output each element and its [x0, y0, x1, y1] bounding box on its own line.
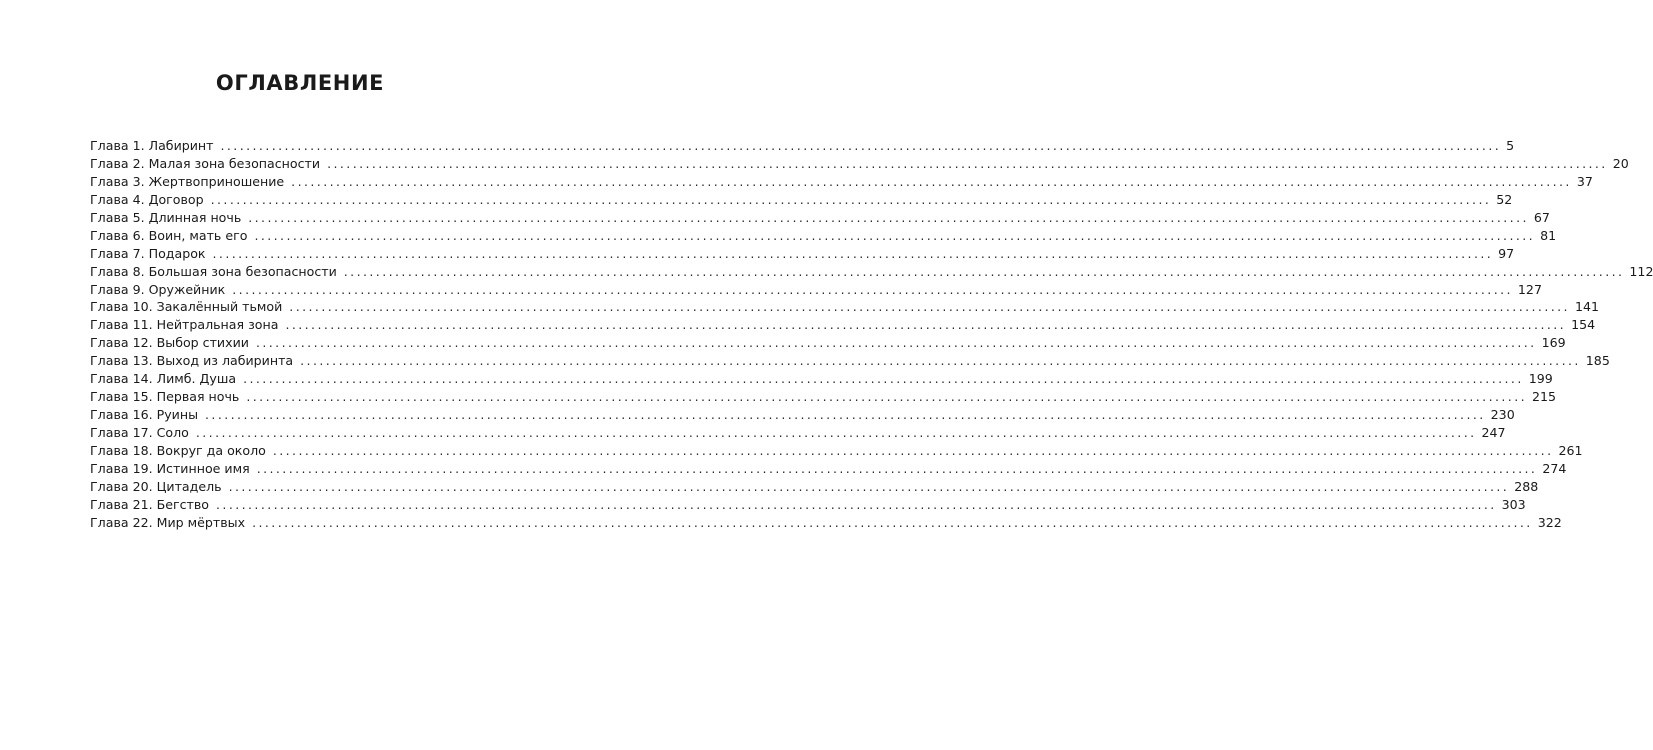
chapter-title: Глава 22. Мир мёртвых [90, 514, 246, 530]
chapter-title: Глава 8. Большая зона безопасности [90, 263, 337, 279]
chapter-title: Глава 10. Закалённый тьмой [90, 299, 283, 315]
page-number: 127 [1517, 281, 1542, 297]
chapter-title: Глава 16. Руины [90, 407, 199, 423]
dot-leader: ........................................................................................................................................................................................................ [195, 425, 1477, 440]
page-number: 20 [1612, 155, 1629, 171]
chapter-title: Глава 6. Воин, мать его [90, 227, 248, 243]
page-number: 322 [1537, 514, 1562, 530]
toc-entry [90, 173, 1593, 191]
chapter-title: Глава 15. Первая ночь [90, 389, 240, 405]
chapter-title: Глава 19. Истинное имя [90, 460, 250, 476]
toc-entry [90, 191, 1513, 209]
page-number: 230 [1490, 407, 1515, 423]
dot-leader: ........................................................................................................................................................................................................ [246, 389, 1527, 405]
dot-leader: ........................................................................................................................................................................................................ [243, 371, 1524, 387]
chapter-title: Глава 18. Вокруг да около [90, 442, 266, 458]
dot-leader: ........................................................................................................................................................................................................ [205, 407, 1486, 423]
toc-entry [90, 263, 1653, 281]
toc-entry [90, 298, 1599, 316]
dot-leader: ........................................................................................................................................................................................................ [285, 317, 1567, 333]
dot-leader: ........................................................................................................................................................................................................ [216, 496, 1497, 512]
toc-entry [90, 316, 1596, 334]
page-title: ОГЛАВЛЕНИЕ [215, 71, 385, 95]
page-number: 185 [1585, 353, 1610, 369]
page-number: 97 [1498, 245, 1515, 261]
dot-leader: ........................................................................................................................................................................................................ [248, 209, 1529, 225]
page-number: 81 [1540, 227, 1557, 243]
chapter-title: Глава 7. Подарок [90, 245, 206, 261]
toc-entry [90, 496, 1526, 514]
toc-entry [90, 209, 1550, 227]
page-number: 261 [1558, 442, 1583, 458]
chapter-title: Глава 5. Длинная ночь [90, 209, 242, 225]
page-number: 247 [1481, 425, 1506, 440]
page-number: 52 [1496, 191, 1513, 207]
chapter-title: Глава 3. Жертвоприношение [90, 173, 285, 189]
page-number: 141 [1574, 299, 1599, 315]
chapter-title: Глава 9. Оружейник [90, 281, 226, 297]
chapter-title: Глава 4. Договор [90, 191, 204, 207]
dot-leader: ........................................................................................................................................................................................................ [289, 299, 1570, 315]
page-number: 169 [1541, 335, 1566, 351]
toc-entry [90, 227, 1557, 245]
page-number: 67 [1533, 209, 1550, 225]
toc-entry [90, 478, 1539, 496]
toc-entry [90, 137, 1515, 155]
page-number: 288 [1514, 478, 1539, 494]
dot-leader: ........................................................................................................................................................................................................ [272, 442, 1554, 458]
toc-entry [90, 245, 1515, 263]
page-number: 199 [1528, 371, 1553, 387]
toc-entry [90, 388, 1557, 406]
chapter-title: Глава 17. Соло [90, 425, 189, 440]
toc-entry [90, 334, 1566, 352]
page-number: 154 [1571, 317, 1596, 333]
chapter-title: Глава 21. Бегство [90, 496, 210, 512]
chapter-title: Глава 14. Лимб. Душа [90, 371, 237, 387]
page-number: 37 [1576, 173, 1593, 189]
chapter-title: Глава 13. Выход из лабиринта [90, 353, 294, 369]
page-number: 5 [1506, 138, 1515, 153]
toc-entry [90, 514, 1562, 532]
dot-leader: ........................................................................................................................................................................................................ [300, 353, 1581, 369]
dot-leader: ........................................................................................................................................................................................................ [291, 173, 1572, 189]
dot-leader: ........................................................................................................................................................................................................ [254, 227, 1536, 243]
page-number: 215 [1532, 389, 1557, 405]
dot-leader: ........................................................................................................................................................................................................ [252, 514, 1533, 530]
dot-leader: ........................................................................................................................................................................................................ [212, 245, 1494, 261]
toc-entry [90, 442, 1583, 460]
chapter-title: Глава 2. Малая зона безопасности [90, 155, 321, 171]
toc-entry [90, 424, 1506, 442]
dot-leader: ........................................................................................................................................................................................................ [327, 155, 1608, 171]
dot-leader: ........................................................................................................................................................................................................ [228, 478, 1510, 494]
page-number: 274 [1542, 460, 1567, 476]
dot-leader: ........................................................................................................................................................................................................ [210, 191, 1492, 207]
dot-leader: ........................................................................................................................................................................................................ [220, 138, 1502, 153]
toc-entry [90, 155, 1629, 173]
chapter-title: Глава 1. Лабиринт [90, 138, 214, 153]
toc-entry [90, 460, 1567, 478]
chapter-title: Глава 12. Выбор стихии [90, 335, 249, 351]
dot-leader: ........................................................................................................................................................................................................ [256, 460, 1538, 476]
dot-leader: ........................................................................................................................................................................................................ [255, 335, 1537, 351]
toc-entry [90, 370, 1553, 388]
toc-entry [90, 406, 1515, 424]
page-number: 303 [1501, 496, 1526, 512]
chapter-title: Глава 11. Нейтральная зона [90, 317, 279, 333]
dot-leader: ........................................................................................................................................................................................................ [232, 281, 1513, 297]
toc-entry [90, 281, 1542, 299]
page-number: 112 [1629, 263, 1653, 279]
chapter-title: Глава 20. Цитадель [90, 478, 222, 494]
dot-leader: ........................................................................................................................................................................................................ [343, 263, 1625, 279]
toc-entry [90, 352, 1610, 370]
table-of-contents [90, 137, 1653, 532]
